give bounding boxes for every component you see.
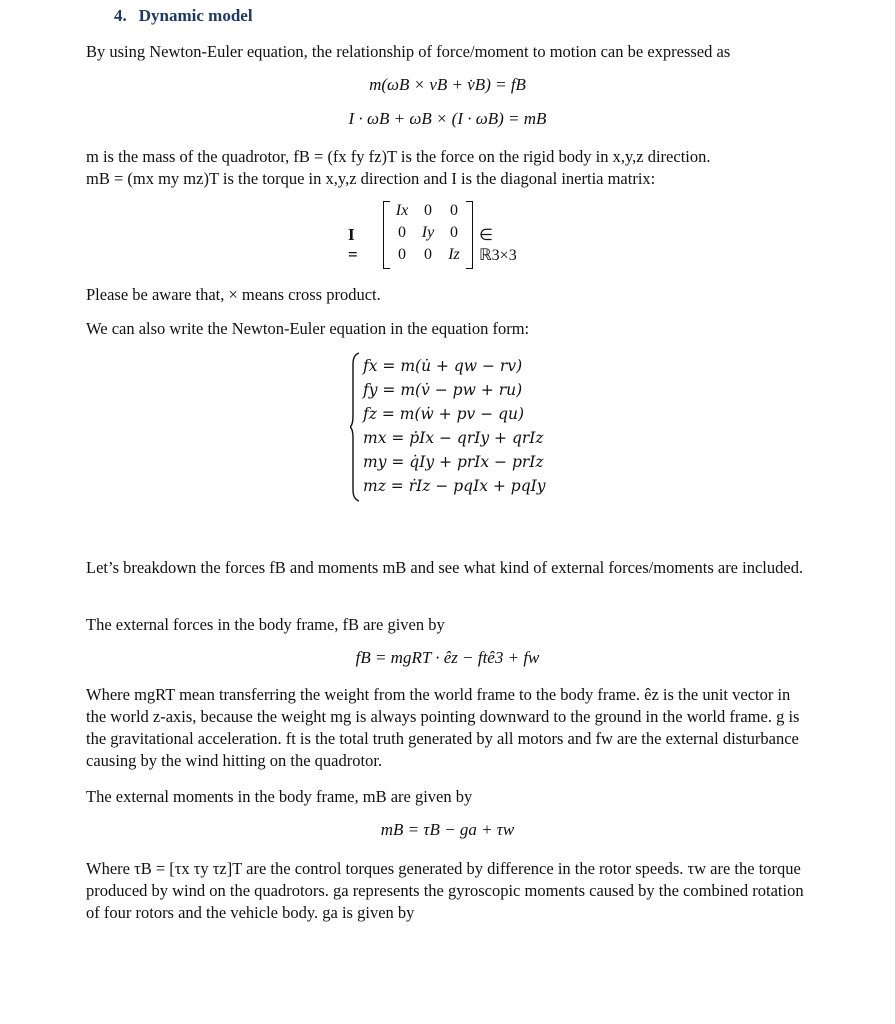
matrix-cell: 0 [398, 224, 406, 241]
system-eq-my: my = q̇Iy + prIx − prIz [363, 453, 544, 471]
breakdown-paragraph: Let’s breakdown the forces fB and moments mB and see what kind of external forces/moments are included. [86, 558, 804, 577]
matrix-cell: 0 [424, 246, 432, 263]
matrix-brackets [383, 201, 473, 267]
matrix-cell-ix: Ix [395, 202, 409, 219]
equation-force: m(ωB × vB + v̇B) = fB [369, 75, 526, 94]
matrix-cell: 0 [398, 246, 406, 263]
section-number: 4. [114, 6, 127, 25]
mass-paragraph-line-2: mB = (mx my mz)T is the torque in x,y,z direction and I is the diagonal inertia matrix: [86, 169, 656, 188]
system-eq-fz: fz = m(ẇ + pv − qu) [363, 405, 525, 423]
where-mgr-paragraph: Where mgRT mean transferring the weight from the world frame to the body frame. êz is the unit vector in the world z-axis, because the weight mg is always pointing downward to the ground in the world frame. g is the gravitational acceleration. ft is the total truth generated by all motors and fw are the external disturbance causing by the wind hitting on the quadrotor. [86, 685, 800, 770]
equation-external-forces: fB = mgRT · êz − ftê3 + fw [355, 648, 540, 667]
equation-moment: I · ω̇B + ωB × (I · ωB) = mB [348, 109, 547, 128]
matrix-right-bracket [466, 201, 473, 269]
left-brace [350, 352, 360, 502]
where-tau-paragraph: Where τB = [τx τy τz]T are the control torques generated by difference in the rotor speeds. τw are the torque produced by wind on the quadrotors. ga represents the gyroscopic moments caused by the combined rotation of four rotors and the vehicle body. ga is given by [86, 859, 804, 922]
external-forces-intro: The external forces in the body frame, fB are given by [86, 615, 445, 634]
matrix-lhs: I = [348, 225, 358, 264]
matrix-rhs: ∈ ℝ3×3 [479, 227, 517, 264]
mass-paragraph-line-1: m is the mass of the quadrotor, fB = (fx fy fz)T is the force on the rigid body in x,y,z direction. [86, 147, 711, 166]
system-eq-mx: mx = ṗIx − qrIy + qrIz [363, 429, 544, 447]
external-moments-intro: The external moments in the body frame, mB are given by [86, 787, 473, 806]
system-eq-fx: fx = m(u̇ + qw − rv) [363, 357, 523, 375]
equation-system [350, 352, 610, 502]
cross-product-note: Please be aware that, × means cross product. [86, 285, 381, 304]
equation-external-moments: mB = τB − ga + τw [380, 820, 515, 839]
matrix-cell: 0 [450, 202, 458, 219]
matrix-cell-iz: Iz [448, 246, 460, 263]
system-eq-fy: fy = m(v̇ − pw + ru) [363, 381, 523, 399]
section-title: Dynamic model [138, 6, 253, 25]
matrix-cell: 0 [450, 224, 458, 241]
equation-form-intro: We can also write the Newton-Euler equation in the equation form: [86, 319, 530, 338]
intro-paragraph: By using Newton-Euler equation, the relationship of force/moment to motion can be expressed as [86, 42, 731, 61]
matrix-cell-iy: Iy [421, 224, 435, 241]
section-heading [114, 6, 253, 26]
system-eq-mz: mz = ṙIz − pqIx + pqIy [363, 477, 546, 495]
matrix-cell: 0 [424, 202, 432, 219]
